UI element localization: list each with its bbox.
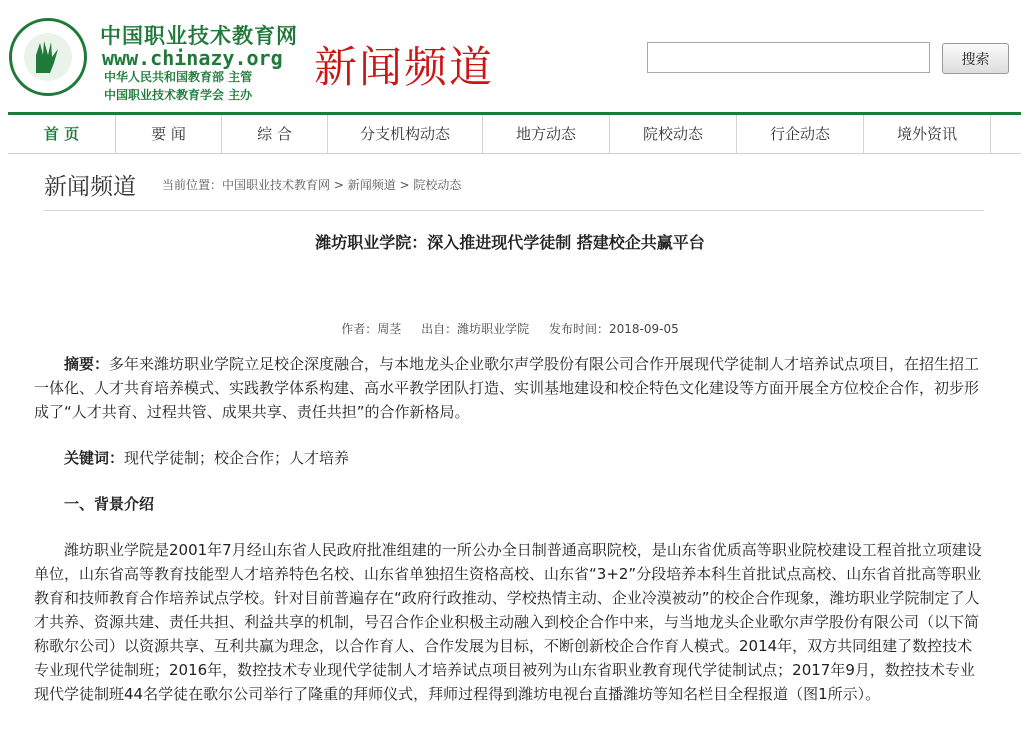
breadcrumb-sep: >: [395, 178, 414, 192]
breadcrumb-category[interactable]: 院校动态: [413, 178, 462, 192]
main-nav: [8, 112, 1021, 154]
nav-industry-news[interactable]: 行企动态: [737, 115, 864, 153]
site-url: www.chinazy.org: [102, 46, 283, 70]
site-name: 中国职业技术教育网: [100, 24, 298, 48]
section-header: [44, 166, 984, 211]
section-title: 新闻频道: [44, 174, 136, 200]
site-logo[interactable]: [9, 18, 87, 96]
section1-paragraph: 潍坊职业学院是2001年7月经山东省人民政府批准组建的一所公办全日制普通高职院校，是山东省优质高等职业院校建设工程首批立项建设单位，山东省高等教育技能型人才培养特色名校、山东省单独招生资格高校、山东省“3+2”分段培养本科生首批试点高校、山东省首批高等职业教育和技师教育合作培养试点学校。针对目前普遍存在“政府行政推动、学校热情主动、企业冷漠被动”的校企合作现象，潍坊职业学院制定了人才共养、资源共建、责任共担、利益共享的机制，号召合作企业积极主动融入到校企合作中来，与当地龙头企业歌尔声学股份有限公司（以下简称歌尔公司）以资源共享、互利共赢为理念，以合作育人、合作发展为目标，不断创新校企合作育人模式。2014年，双方共同组建了数控技术专业现代学徒制班；2016年，数控技术专业现代学徒制人才培养试点项目被列为山东省职业教育现代学徒制试点；2017年9月，数控技术专业现代学徒制班44名学徒在歌尔公司举行了隆重的拜师仪式，拜师过程得到潍坊电视台直播潍坊等知名栏目全程报道（图1所示）。: [34, 541, 982, 703]
section1-heading: 一、背景介绍: [64, 495, 155, 513]
nav-overseas-news[interactable]: 境外资讯: [864, 115, 991, 153]
abstract-text: 多年来潍坊职业学院立足校企深度融合，与本地龙头企业歌尔声学股份有限公司合作开展现代学徒制人才培养试点项目，在招生招工一体化、人才共育培养模式、实践教学体系构建、高水平教学团队打造、实训基地建设和校企特色文化建设等方面开展全方位校企合作，初步形成了“人才共育、过程共管、成果共享、责任共担”的合作新格局。: [34, 355, 980, 421]
nav-local-news[interactable]: 地方动态: [483, 115, 610, 153]
article-meta: [0, 320, 1020, 337]
org-supervisor: 中华人民共和国教育部 主管: [104, 70, 253, 84]
site-header: [0, 0, 1031, 111]
article-author: 作者：周茎: [341, 322, 402, 336]
search-input[interactable]: [647, 42, 930, 73]
nav-school-news[interactable]: 院校动态: [610, 115, 737, 153]
nav-branch-news[interactable]: 分支机构动态: [328, 115, 483, 153]
article-date: 发布时间：2018-09-05: [548, 322, 679, 336]
nav-general[interactable]: 综 合: [222, 115, 328, 153]
keywords-label: 关键词：: [64, 449, 125, 467]
article-title: 潍坊职业学院：深入推进现代学徒制 搭建校企共赢平台: [315, 233, 705, 252]
abstract-paragraph: [34, 352, 984, 424]
article-body: [34, 352, 984, 706]
nav-home[interactable]: 首 页: [8, 115, 116, 153]
abstract-label: 摘要：: [64, 355, 110, 373]
breadcrumb-channel[interactable]: 新闻频道: [347, 178, 396, 192]
channel-title: 新闻频道: [314, 43, 494, 93]
breadcrumb-home[interactable]: 中国职业技术教育网: [222, 178, 331, 192]
nav-headlines[interactable]: 要 闻: [116, 115, 222, 153]
breadcrumb-sep: >: [330, 178, 348, 192]
breadcrumb: [162, 176, 461, 193]
search-button[interactable]: 搜索: [942, 43, 1009, 74]
breadcrumb-prefix: 当前位置：: [162, 178, 223, 192]
org-host: 中国职业技术教育学会 主办: [104, 88, 253, 102]
keywords-text: 现代学徒制；校企合作；人才培养: [124, 449, 350, 467]
article-source: 出自：潍坊职业学院: [421, 322, 530, 336]
keywords-paragraph: [34, 446, 984, 470]
hand-emblem-icon: [24, 33, 72, 81]
